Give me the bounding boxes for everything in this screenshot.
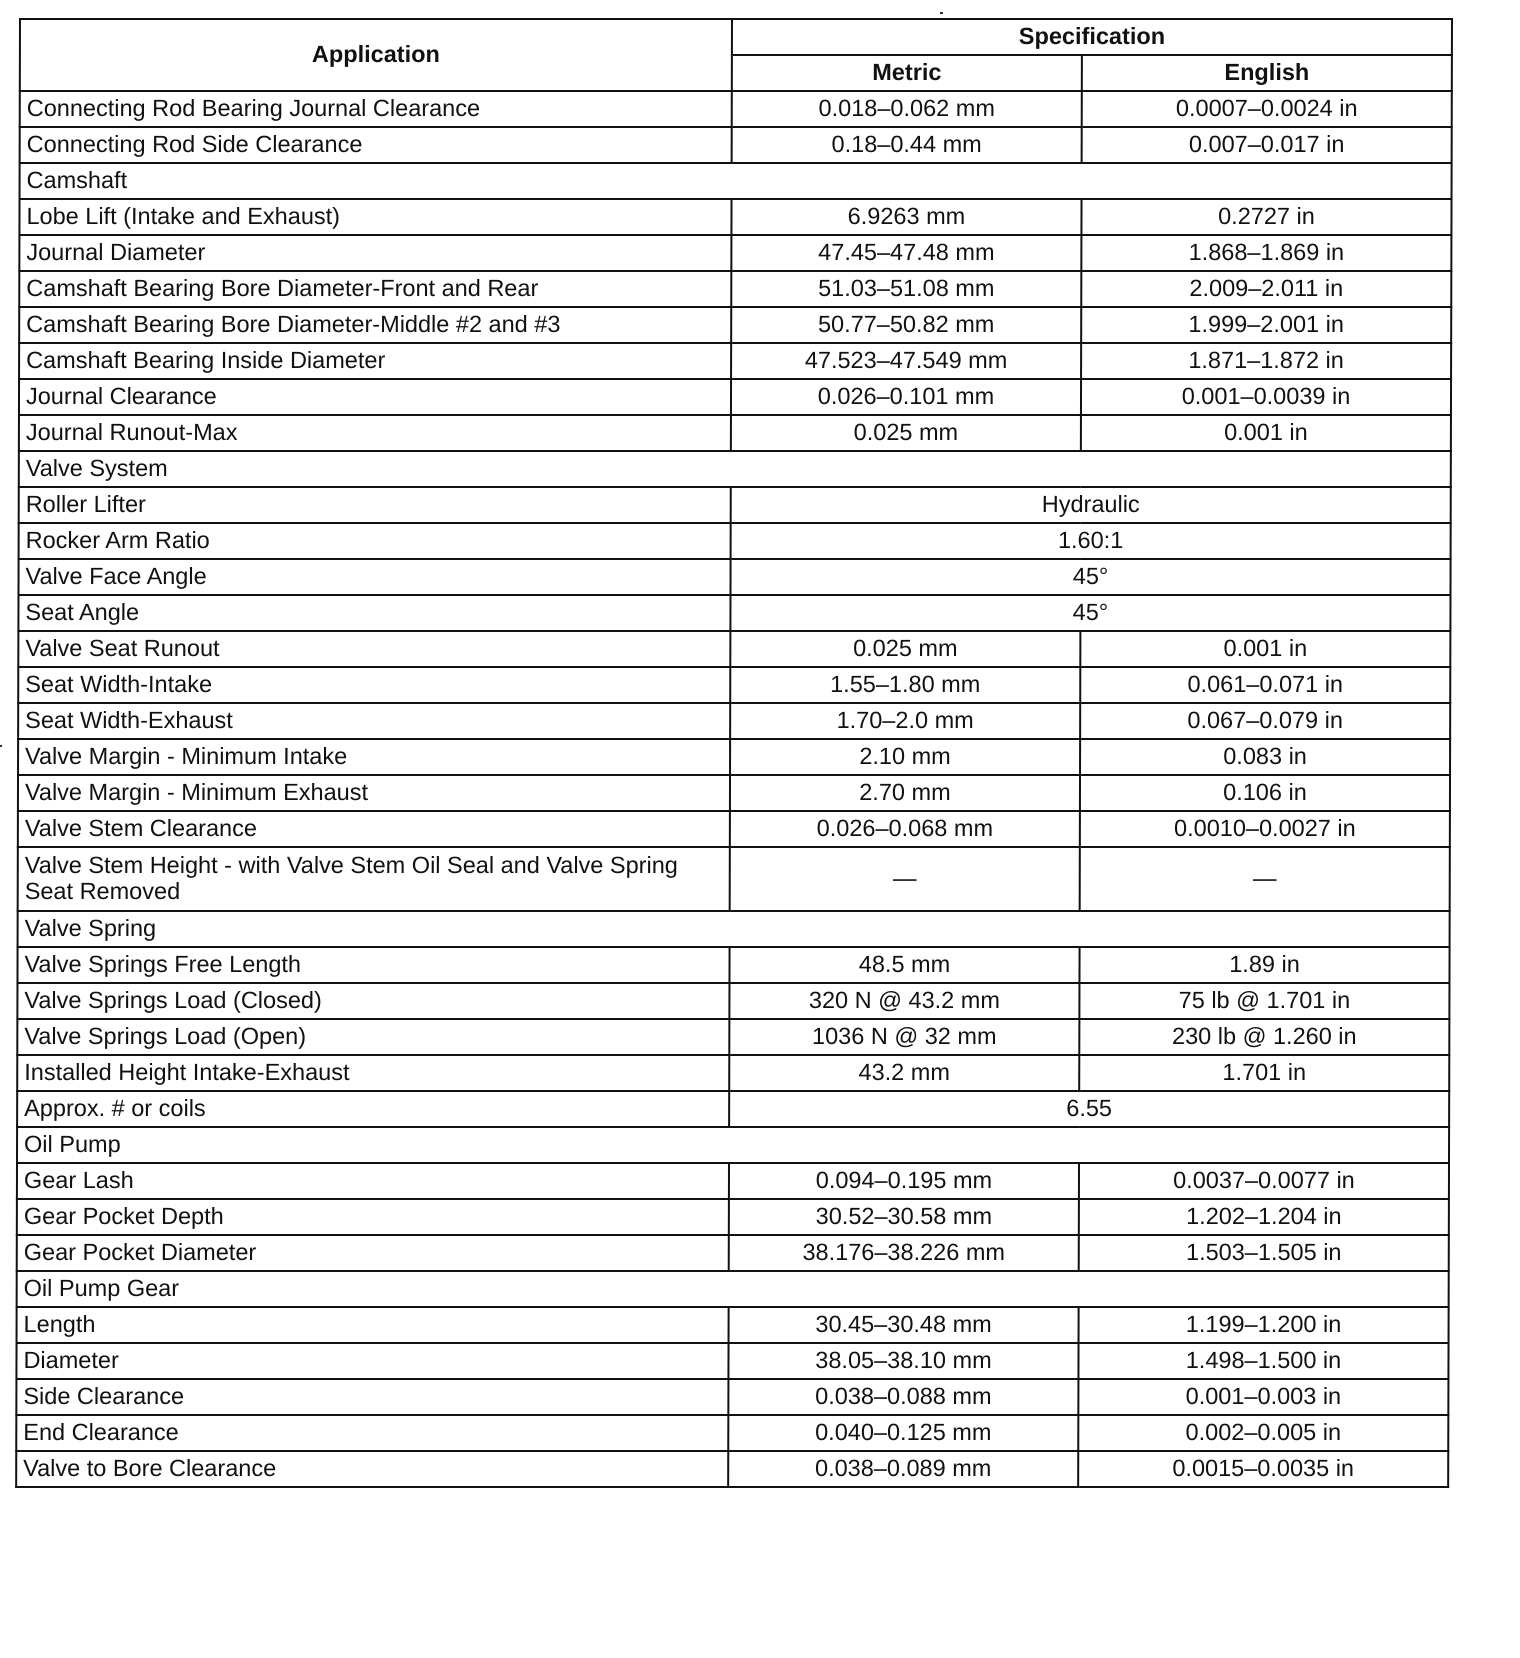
application-cell: Valve Springs Load (Open) (17, 1019, 729, 1055)
table-row (19, 415, 1451, 451)
english-cell: 1.701 in (1079, 1055, 1449, 1091)
application-cell: Gear Pocket Diameter (17, 1235, 729, 1271)
english-cell: 0.001 in (1081, 415, 1451, 451)
english-cell: 0.0007–0.0024 in (1082, 91, 1452, 127)
metric-cell: 0.038–0.088 mm (728, 1379, 1078, 1415)
application-cell: Journal Diameter (19, 235, 731, 271)
english-cell: — (1080, 847, 1450, 911)
table-row (19, 235, 1451, 271)
metric-cell: 0.038–0.089 mm (728, 1451, 1078, 1487)
specification-cell: 6.55 (729, 1091, 1449, 1127)
table-row (17, 1019, 1449, 1055)
english-cell: 1.89 in (1079, 947, 1449, 983)
application-cell: Journal Runout-Max (19, 415, 731, 451)
metric-cell: 320 N @ 43.2 mm (729, 983, 1079, 1019)
table-row (18, 595, 1450, 631)
english-cell: 0.007–0.017 in (1082, 127, 1452, 163)
specification-cell: 45° (730, 595, 1450, 631)
section-row (19, 451, 1451, 487)
metric-header: Metric (732, 55, 1082, 91)
metric-cell: 2.10 mm (730, 739, 1080, 775)
application-cell: End Clearance (16, 1415, 728, 1451)
metric-cell: 50.77–50.82 mm (731, 307, 1081, 343)
table-row (19, 343, 1451, 379)
application-cell: Valve Stem Clearance (18, 811, 730, 847)
metric-cell: 1.70–2.0 mm (730, 703, 1080, 739)
english-cell: 1.871–1.872 in (1081, 343, 1451, 379)
table-row (19, 487, 1451, 523)
english-cell: 1.498–1.500 in (1078, 1343, 1448, 1379)
table-row (19, 199, 1451, 235)
table-row (18, 667, 1450, 703)
table-row (19, 379, 1451, 415)
application-cell: Seat Angle (18, 595, 730, 631)
table-row (17, 1235, 1449, 1271)
english-cell: 0.001 in (1080, 631, 1450, 667)
table-row (16, 1451, 1448, 1487)
table-row (18, 559, 1450, 595)
metric-cell: — (730, 847, 1080, 911)
application-cell: Camshaft Bearing Inside Diameter (19, 343, 731, 379)
table-row (19, 523, 1451, 559)
english-cell: 0.083 in (1080, 739, 1450, 775)
application-cell: Valve Face Angle (18, 559, 730, 595)
table-row (16, 1415, 1448, 1451)
table-row (20, 91, 1452, 127)
metric-cell: 0.018–0.062 mm (732, 91, 1082, 127)
metric-cell: 51.03–51.08 mm (731, 271, 1081, 307)
application-cell: Valve Stem Height - with Valve Stem Oil Seal and Valve Spring Seat Removed (18, 847, 730, 911)
application-cell: Approx. # or coils (17, 1091, 729, 1127)
english-cell: 0.0037–0.0077 in (1079, 1163, 1449, 1199)
table-row (19, 307, 1451, 343)
specification-table (15, 18, 1453, 1488)
table-row (18, 703, 1450, 739)
section-label: Camshaft (20, 163, 1452, 199)
english-cell: 1.503–1.505 in (1079, 1235, 1449, 1271)
application-cell: Roller Lifter (19, 487, 731, 523)
header-row-top (20, 19, 1452, 55)
application-cell: Camshaft Bearing Bore Diameter-Middle #2 and #3 (19, 307, 731, 343)
section-label: Valve System (19, 451, 1451, 487)
specification-cell: 1.60:1 (731, 523, 1451, 559)
section-row (17, 1127, 1449, 1163)
metric-cell: 48.5 mm (729, 947, 1079, 983)
metric-cell: 38.176–38.226 mm (729, 1235, 1079, 1271)
metric-cell: 0.025 mm (730, 631, 1080, 667)
application-cell: Valve to Bore Clearance (16, 1451, 728, 1487)
table-row (18, 847, 1450, 911)
table-row (18, 631, 1450, 667)
application-cell: Seat Width-Exhaust (18, 703, 730, 739)
metric-cell: 30.45–30.48 mm (729, 1307, 1079, 1343)
metric-cell: 0.025 mm (731, 415, 1081, 451)
application-header: Application (20, 19, 732, 91)
metric-cell: 0.094–0.195 mm (729, 1163, 1079, 1199)
english-cell: 0.106 in (1080, 775, 1450, 811)
english-cell: 0.061–0.071 in (1080, 667, 1450, 703)
application-cell: Side Clearance (16, 1379, 728, 1415)
table-row (17, 1055, 1449, 1091)
application-cell: Camshaft Bearing Bore Diameter-Front and Rear (19, 271, 731, 307)
metric-cell: 2.70 mm (730, 775, 1080, 811)
table-row (17, 1091, 1449, 1127)
english-cell: 0.002–0.005 in (1078, 1415, 1448, 1451)
section-label: Oil Pump Gear (17, 1271, 1449, 1307)
section-label: Valve Spring (18, 911, 1450, 947)
section-label: Oil Pump (17, 1127, 1449, 1163)
metric-cell: 0.040–0.125 mm (728, 1415, 1078, 1451)
specification-cell: 45° (730, 559, 1450, 595)
table-row (17, 983, 1449, 1019)
application-cell: Lobe Lift (Intake and Exhaust) (19, 199, 731, 235)
table-body (16, 91, 1452, 1487)
metric-cell: 30.52–30.58 mm (729, 1199, 1079, 1235)
english-cell: 0.0015–0.0035 in (1078, 1451, 1448, 1487)
section-row (17, 1271, 1449, 1307)
application-cell: Gear Pocket Depth (17, 1199, 729, 1235)
application-cell: Valve Margin - Minimum Exhaust (18, 775, 730, 811)
metric-cell: 0.026–0.101 mm (731, 379, 1081, 415)
metric-cell: 47.45–47.48 mm (731, 235, 1081, 271)
metric-cell: 43.2 mm (729, 1055, 1079, 1091)
scan-speck (0, 745, 2, 747)
english-cell: 0.0010–0.0027 in (1080, 811, 1450, 847)
english-cell: 1.202–1.204 in (1079, 1199, 1449, 1235)
english-cell: 1.868–1.869 in (1081, 235, 1451, 271)
english-cell: 0.001–0.003 in (1078, 1379, 1448, 1415)
english-cell: 230 lb @ 1.260 in (1079, 1019, 1449, 1055)
specification-cell: Hydraulic (731, 487, 1451, 523)
section-row (18, 911, 1450, 947)
english-cell: 0.2727 in (1081, 199, 1451, 235)
application-cell: Valve Springs Load (Closed) (17, 983, 729, 1019)
table-header (20, 19, 1452, 91)
table-row (20, 127, 1452, 163)
english-cell: 0.067–0.079 in (1080, 703, 1450, 739)
application-cell: Valve Springs Free Length (17, 947, 729, 983)
table-row (16, 1379, 1448, 1415)
application-cell: Connecting Rod Bearing Journal Clearance (20, 91, 732, 127)
table-row (17, 1163, 1449, 1199)
english-header: English (1082, 55, 1452, 91)
table-row (17, 947, 1449, 983)
section-row (20, 163, 1452, 199)
application-cell: Installed Height Intake-Exhaust (17, 1055, 729, 1091)
english-cell: 2.009–2.011 in (1081, 271, 1451, 307)
scan-speck (940, 12, 943, 14)
table-row (18, 739, 1450, 775)
table-row (18, 775, 1450, 811)
metric-cell: 1036 N @ 32 mm (729, 1019, 1079, 1055)
table-row (18, 811, 1450, 847)
english-cell: 0.001–0.0039 in (1081, 379, 1451, 415)
application-cell: Journal Clearance (19, 379, 731, 415)
application-cell: Diameter (16, 1343, 728, 1379)
specification-header: Specification (732, 19, 1452, 55)
metric-cell: 0.18–0.44 mm (732, 127, 1082, 163)
application-cell: Gear Lash (17, 1163, 729, 1199)
application-cell: Length (17, 1307, 729, 1343)
english-cell: 75 lb @ 1.701 in (1079, 983, 1449, 1019)
application-cell: Seat Width-Intake (18, 667, 730, 703)
table-row (17, 1307, 1449, 1343)
metric-cell: 1.55–1.80 mm (730, 667, 1080, 703)
application-cell: Rocker Arm Ratio (19, 523, 731, 559)
english-cell: 1.999–2.001 in (1081, 307, 1451, 343)
table-row (16, 1343, 1448, 1379)
metric-cell: 6.9263 mm (731, 199, 1081, 235)
table-row (17, 1199, 1449, 1235)
metric-cell: 47.523–47.549 mm (731, 343, 1081, 379)
metric-cell: 0.026–0.068 mm (730, 811, 1080, 847)
application-cell: Valve Seat Runout (18, 631, 730, 667)
application-cell: Connecting Rod Side Clearance (20, 127, 732, 163)
metric-cell: 38.05–38.10 mm (728, 1343, 1078, 1379)
table-row (19, 271, 1451, 307)
application-cell: Valve Margin - Minimum Intake (18, 739, 730, 775)
english-cell: 1.199–1.200 in (1079, 1307, 1449, 1343)
